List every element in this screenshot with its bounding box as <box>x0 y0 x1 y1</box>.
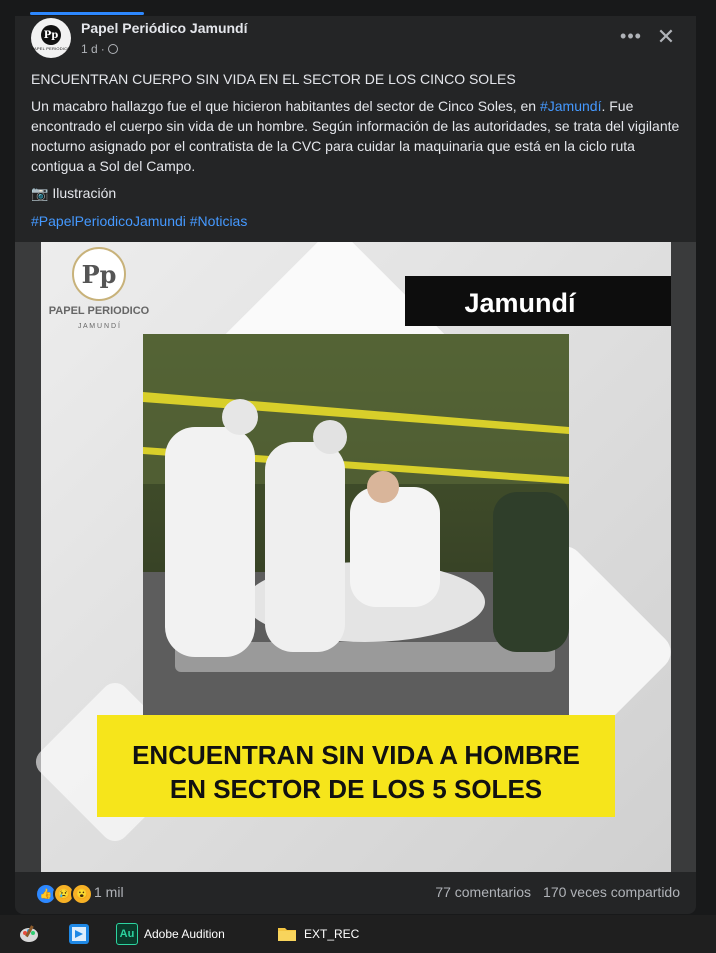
logo-title: PAPEL PERIODICO <box>48 305 150 317</box>
film-icon <box>68 923 90 945</box>
banner-line-1: ENCUENTRAN SIN VIDA A HOMBRE <box>132 740 580 770</box>
photo-officer <box>493 492 569 652</box>
post-hashtags <box>31 211 681 231</box>
camera-icon: 📷 <box>31 185 49 201</box>
post-body-text-end: . Fue encontrado el cuerpo sin vida de un hombre. Según información de las autoridades, se trata del vigilante nocturno asignado por el contratista de la CVC para cuidar la maquinaria que está en la ciclo ruta contigua a Sol del Campo. <box>31 98 680 174</box>
photo-person-head <box>367 471 399 503</box>
avatar-label: PAPEL PERIODICO <box>31 46 71 51</box>
post-stats <box>435 884 680 900</box>
location-label: Jamundí <box>464 288 576 318</box>
avatar-initials: Pp <box>41 25 61 45</box>
illustration-note <box>31 183 681 203</box>
globe-icon <box>108 44 118 54</box>
active-tab-indicator <box>30 12 144 15</box>
post-image[interactable] <box>15 242 696 872</box>
folder-icon <box>276 923 298 945</box>
post-header <box>31 18 681 62</box>
hashtag-link[interactable]: #PapelPeriodicoJamundi <box>31 213 186 229</box>
paint-icon <box>18 923 40 945</box>
taskbar-item-audition[interactable] <box>116 923 225 945</box>
more-options-button[interactable] <box>616 24 646 48</box>
photo-person-head <box>313 420 347 454</box>
close-icon: ✕ <box>656 24 676 49</box>
wow-reaction-icon: 😮 <box>71 883 93 905</box>
reaction-count[interactable]: 1 mil <box>94 884 124 900</box>
close-button[interactable] <box>651 24 681 50</box>
photo-person <box>165 427 255 657</box>
banner-line-2: EN SECTOR DE LOS 5 SOLES <box>169 774 543 804</box>
post-footer <box>15 878 696 908</box>
post-time[interactable]: 1 d <box>81 42 98 56</box>
hashtag-link[interactable]: #Noticias <box>189 213 248 229</box>
taskbar-item-paint[interactable] <box>18 923 40 945</box>
more-icon: ••• <box>620 25 642 46</box>
hashtag-link-jamundi[interactable]: #Jamundí <box>539 98 602 114</box>
meta-separator: · <box>100 42 105 56</box>
post-card <box>15 16 696 914</box>
photo-person <box>350 487 440 607</box>
reactions[interactable] <box>35 883 93 905</box>
avatar[interactable] <box>31 18 71 58</box>
taskbar <box>0 915 716 953</box>
post-meta <box>81 42 118 56</box>
logo-initials: Pp <box>81 260 117 289</box>
like-reaction-icon: 👍 <box>35 883 57 905</box>
shares-link[interactable]: 170 veces compartido <box>543 884 680 900</box>
sad-reaction-icon: 😢 <box>53 883 75 905</box>
logo-subtitle: J A M U N D Í <box>77 323 121 330</box>
page-name-link[interactable]: Papel Periódico Jamundí <box>81 20 248 36</box>
taskbar-item-ext-rec[interactable] <box>276 923 359 945</box>
taskbar-label-audition: Adobe Audition <box>144 927 225 941</box>
photo-person <box>265 442 345 652</box>
top-bar <box>0 0 716 16</box>
photo-person-head <box>222 399 258 435</box>
post-headline: ENCUENTRAN CUERPO SIN VIDA EN EL SECTOR DE LOS CINCO SOLES <box>31 71 516 87</box>
post-body-text: Un macabro hallazgo fue el que hicieron habitantes del sector de Cinco Soles, en <box>31 98 540 114</box>
comments-link[interactable]: 77 comentarios <box>435 884 532 900</box>
illustration-label: Ilustración <box>52 185 117 201</box>
audition-icon: Au <box>116 923 138 945</box>
taskbar-item-video[interactable] <box>68 923 90 945</box>
taskbar-label-ext-rec: EXT_REC <box>304 927 360 941</box>
news-graphic <box>15 242 696 872</box>
post-body <box>31 96 681 176</box>
